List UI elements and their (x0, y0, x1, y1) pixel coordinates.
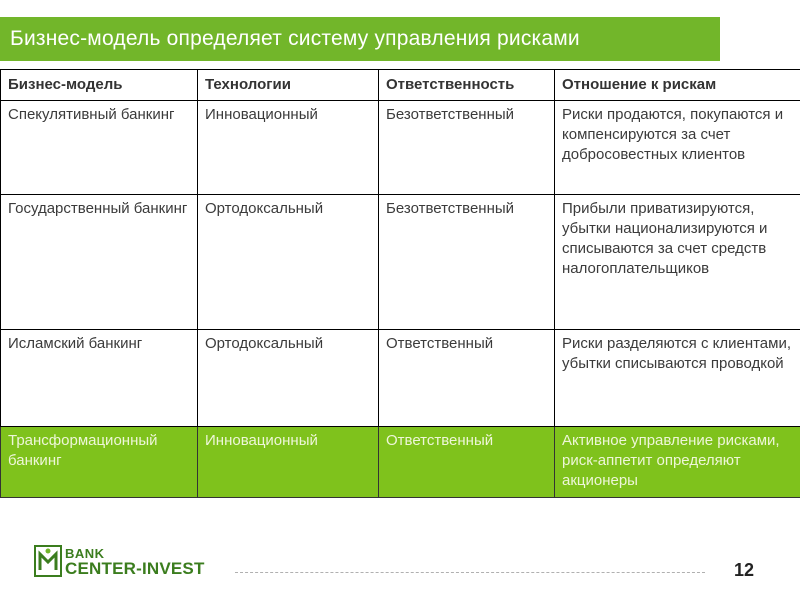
header-technology: Технологии (198, 70, 379, 101)
slide-title: Бизнес-модель определяет систему управления рисками (0, 17, 720, 61)
logo-line-bank: BANK (65, 546, 105, 561)
cell-technology: Инновационный (198, 427, 379, 498)
table-row (1, 101, 800, 195)
cell-business-model: Спекулятивный банкинг (1, 101, 198, 195)
cell-risk-attitude: Риски продаются, покупаются и компенсируются за счет добросовестных клиентов (555, 101, 800, 195)
cell-technology: Ортодоксальный (198, 195, 379, 330)
cell-responsibility: Безответственный (379, 101, 555, 195)
risk-table (0, 69, 800, 498)
cell-business-model: Государственный банкинг (1, 195, 198, 330)
table-row (1, 330, 800, 427)
cell-business-model: Исламский банкинг (1, 330, 198, 427)
table-header-row (1, 70, 800, 101)
table-row-highlighted (1, 427, 800, 498)
page-number: 12 (734, 560, 755, 580)
cell-responsibility: Безответственный (379, 195, 555, 330)
cell-technology: Ортодоксальный (198, 330, 379, 427)
cell-risk-attitude: Прибыли приватизируются, убытки национализируются и списываются за счет средств налогоплательщиков (555, 195, 800, 330)
footer-divider (235, 572, 705, 573)
cell-risk-attitude: Активное управление рисками, риск-аппетит определяют акционеры (555, 427, 800, 498)
cell-business-model: Трансформационный банкинг (1, 427, 198, 498)
cell-responsibility: Ответственный (379, 330, 555, 427)
header-business-model: Бизнес-модель (1, 70, 198, 101)
logo-line-center-invest: CENTER-INVEST (65, 559, 205, 578)
cell-responsibility: Ответственный (379, 427, 555, 498)
table-row (1, 195, 800, 330)
bank-logo (34, 543, 205, 579)
bank-logo-icon (34, 544, 62, 578)
header-risk-attitude: Отношение к рискам (555, 70, 800, 101)
risk-attitude-text: Риски разделяются с клиентами, убытки списываются проводкой (562, 335, 791, 372)
cell-technology: Инновационный (198, 101, 379, 195)
cell-risk-attitude (555, 330, 800, 427)
header-responsibility: Ответственность (379, 70, 555, 101)
